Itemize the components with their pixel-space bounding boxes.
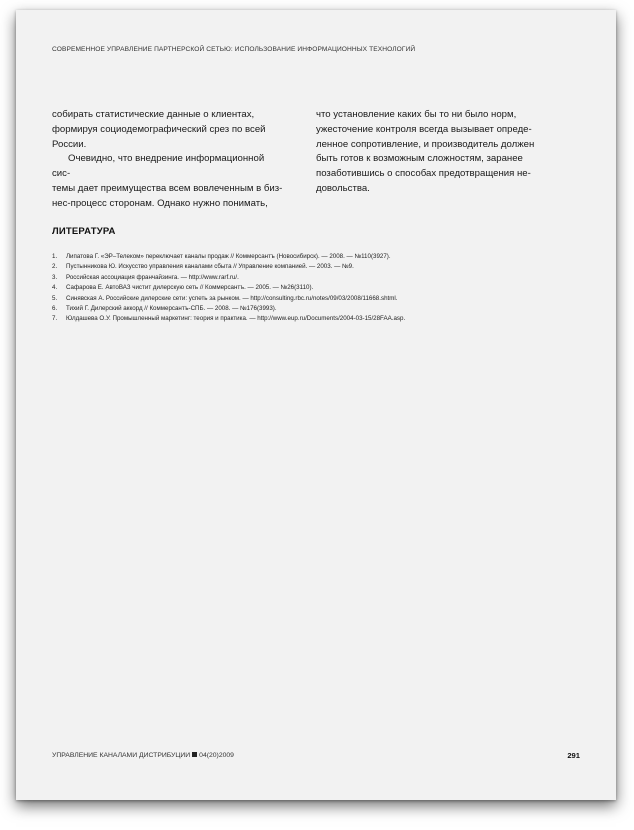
left-column xyxy=(52,108,284,212)
reference-item xyxy=(52,283,592,293)
reference-number: 7. xyxy=(52,315,58,323)
references-list xyxy=(52,252,592,325)
text-line: России. xyxy=(52,138,87,150)
reference-number: 6. xyxy=(52,305,58,313)
reference-text: Юлдашева О.У. Промышленный маркетинг: теория и практика. — http://www.eup.ru/Documents/2004-03-15/28FAA.asp. xyxy=(66,315,406,323)
paragraph-continued xyxy=(52,108,284,152)
reference-item xyxy=(52,262,592,272)
reference-text: Сафарова Е. АвтоВАЗ чистит дилерскую сеть // Коммерсантъ. — 2005. — №26(3110). xyxy=(66,284,314,292)
reference-item xyxy=(52,252,592,262)
reference-number: 3. xyxy=(52,273,58,281)
text-line: формируя социодемографический срез по всей xyxy=(52,123,266,135)
running-head: СОВРЕМЕННОЕ УПРАВЛЕНИЕ ПАРТНЕРСКОЙ СЕТЬЮ: ИСПОЛЬЗОВАНИЕ ИНФОРМАЦИОННЫХ ТЕХНОЛОГИЙ xyxy=(52,46,416,53)
text-line: ужесточение контроля всегда вызывает опреде- xyxy=(316,123,532,135)
text-line: Очевидно, что внедрение информационной сис- xyxy=(52,153,265,180)
square-separator-icon xyxy=(192,752,197,757)
text-line: что установление каких бы то ни было норм, xyxy=(316,109,517,120)
issue-number: 04(20)2009 xyxy=(199,752,234,759)
text-line: темы дает преимущества всем вовлеченным в биз- xyxy=(52,182,283,194)
reference-number: 4. xyxy=(52,284,58,292)
document-page xyxy=(16,10,616,800)
reference-text: Пустынникова Ю. Искусство управления каналами сбыта // Управление компанией. — 2003. — №9. xyxy=(66,263,354,271)
text-line: довольства. xyxy=(316,182,370,194)
page-number: 291 xyxy=(567,751,580,760)
text-line: собирать статистические данные о клиентах, xyxy=(52,109,255,120)
reference-item xyxy=(52,314,592,324)
reference-text: Липатова Г. «ЭР–Телеком» переключает каналы продаж // Коммерсантъ (Новосибирск). — 2008. — №110(3927). xyxy=(66,253,391,260)
reference-text: Российская ассоциация франчайзинга. — http://www.rarf.ru/. xyxy=(66,273,239,281)
footer-journal-info xyxy=(52,752,234,759)
reference-number: 2. xyxy=(52,263,58,271)
references-heading: ЛИТЕРАТУРА xyxy=(52,226,116,237)
text-line: быть готов к возможным сложностям, заранее xyxy=(316,153,523,165)
right-column xyxy=(316,108,548,197)
reference-text: Синявская А. Российские дилерские сети: успеть за рынком. — http://consulting.rbc.ru/notes/09/03/2008/11668.shtml. xyxy=(66,294,398,302)
text-line: ленное сопротивление, и производитель должен xyxy=(316,138,535,150)
reference-item xyxy=(52,294,592,304)
reference-item xyxy=(52,273,592,283)
paragraph-continued xyxy=(316,108,548,197)
reference-number: 5. xyxy=(52,294,58,302)
reference-item xyxy=(52,304,592,314)
journal-title: УПРАВЛЕНИЕ КАНАЛАМИ ДИСТРИБУЦИИ xyxy=(52,752,191,759)
reference-text: Тихий Г. Дилерский аккорд // Коммерсантъ-СПБ. — 2008. — №176(3993). xyxy=(66,305,277,313)
paragraph xyxy=(52,152,284,211)
reference-number: 1. xyxy=(52,253,58,260)
text-line: позаботившись о способах предотвращения не- xyxy=(316,168,531,180)
text-line: нес-процесс сторонам. Однако нужно понимать, xyxy=(52,197,268,209)
